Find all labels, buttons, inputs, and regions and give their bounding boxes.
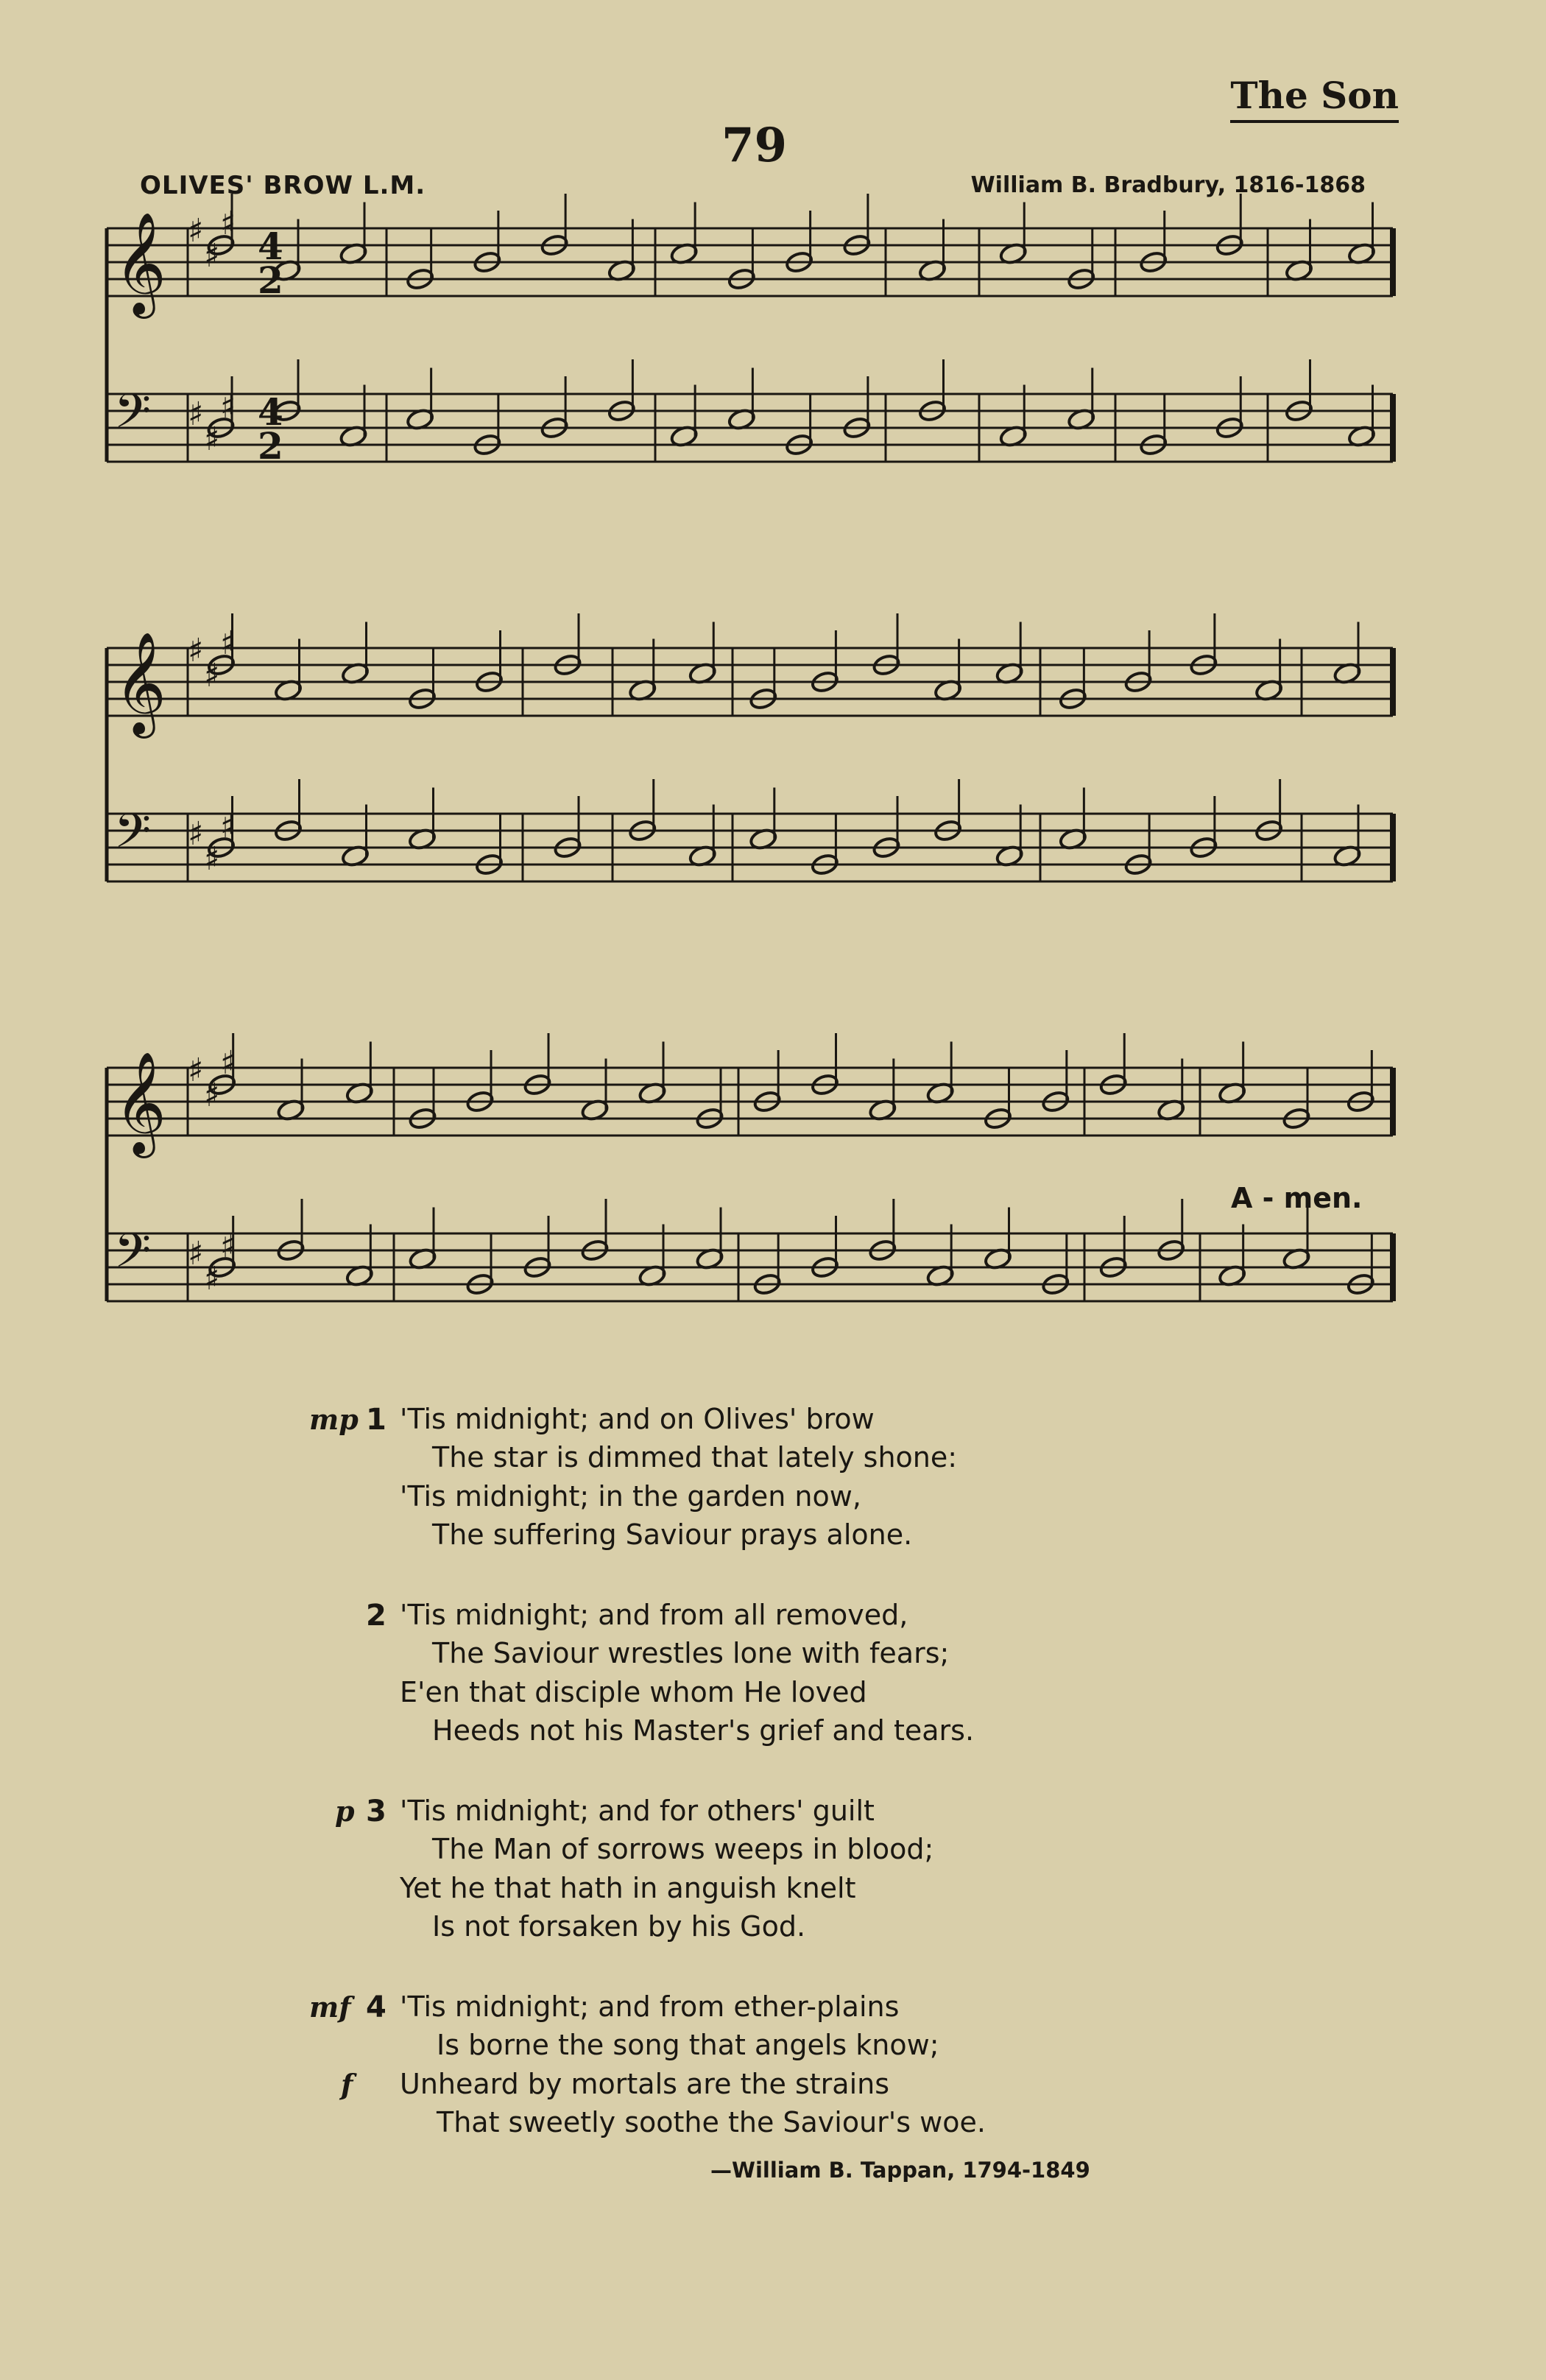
sharp-icon: ♯ <box>188 212 204 250</box>
sharp-icon: ♯ <box>204 657 220 694</box>
time-signature-digit: 2 <box>258 258 283 302</box>
sharp-icon: ♯ <box>188 1052 204 1089</box>
verse-line: The suffering Saviour prays alone. <box>432 1518 913 1551</box>
verse-2 <box>0 1599 1546 1795</box>
verse-number: 1 <box>366 1403 386 1437</box>
bass-clef-icon: 𝄢 <box>114 384 152 451</box>
verse-line: 'Tis midnight; and from all removed, <box>400 1599 908 1631</box>
verse-line: The star is dimmed that lately shone: <box>432 1441 958 1474</box>
verses <box>0 1403 1546 2186</box>
treble-clef-icon: 𝄞 <box>114 212 166 314</box>
treble-clef-icon: 𝄞 <box>114 632 166 734</box>
sharp-icon: ♯ <box>188 395 204 433</box>
time-signature-digit: 2 <box>258 424 283 468</box>
verse-3 <box>0 1795 1546 1990</box>
tune-name: OLIVES' BROW L.M. <box>140 171 426 200</box>
verse-line: That sweetly soothe the Saviour's woe. <box>437 2106 986 2138</box>
amen-lyric: A - men. <box>1231 1182 1363 1214</box>
dynamic-mark: f <box>341 2068 353 2101</box>
verse-line: Is not forsaken by his God. <box>432 1910 806 1943</box>
verse-line: 'Tis midnight; in the garden now, <box>400 1480 861 1513</box>
sharp-icon: ♯ <box>188 815 204 853</box>
verse-line: 'Tis midnight; and on Olives' brow <box>400 1403 875 1435</box>
sharp-icon: ♯ <box>188 632 204 669</box>
verse-line: Heeds not his Master's grief and tears. <box>432 1714 975 1747</box>
sharp-icon: ♯ <box>220 808 236 845</box>
verse-number: 2 <box>366 1599 386 1633</box>
verse-number: 4 <box>366 1990 386 2024</box>
sharp-icon: ♯ <box>204 1260 220 1298</box>
verse-line: 'Tis midnight; and for others' guilt <box>400 1795 875 1827</box>
text-author: —William B. Tappan, 1794-1849 <box>710 2158 1090 2183</box>
verse-line: Is borne the song that angels know; <box>437 2029 939 2061</box>
composer-credit: William B. Bradbury, 1816-1868 <box>970 172 1366 198</box>
sharp-icon: ♯ <box>220 1044 236 1082</box>
sharp-icon: ♯ <box>220 1228 236 1265</box>
verse-number: 3 <box>366 1795 386 1828</box>
sharp-icon: ♯ <box>204 420 220 458</box>
bass-clef-icon: 𝄢 <box>114 804 152 870</box>
sharp-icon: ♯ <box>220 205 236 242</box>
time-signature-digit: 4 <box>258 390 283 434</box>
sharp-icon: ♯ <box>204 1077 220 1114</box>
bass-clef-icon: 𝄢 <box>114 1224 152 1290</box>
sharp-icon: ♯ <box>204 840 220 878</box>
verse-line: Unheard by mortals are the strains <box>400 2068 890 2100</box>
verse-1 <box>0 1403 1546 1599</box>
verse-line: E'en that disciple whom He loved <box>400 1676 867 1708</box>
sharp-icon: ♯ <box>204 237 220 275</box>
section-header: The Son <box>1230 74 1399 123</box>
dynamic-mark: mf <box>309 1990 351 2024</box>
dynamic-mark: p <box>335 1795 355 1828</box>
hymn-number: 79 <box>721 118 788 173</box>
sharp-icon: ♯ <box>220 388 236 426</box>
sharp-icon: ♯ <box>188 1235 204 1272</box>
verse-line: Yet he that hath in anguish knelt <box>400 1872 856 1904</box>
dynamic-mark: mp <box>309 1403 359 1436</box>
sharp-icon: ♯ <box>220 624 236 662</box>
time-signature-digit: 4 <box>258 225 283 268</box>
verse-line: The Saviour wrestles lone with fears; <box>432 1637 950 1669</box>
treble-clef-icon: 𝄞 <box>114 1052 166 1154</box>
verse-line: 'Tis midnight; and from ether-plains <box>400 1990 900 2023</box>
verse-line: The Man of sorrows weeps in blood; <box>432 1833 934 1865</box>
